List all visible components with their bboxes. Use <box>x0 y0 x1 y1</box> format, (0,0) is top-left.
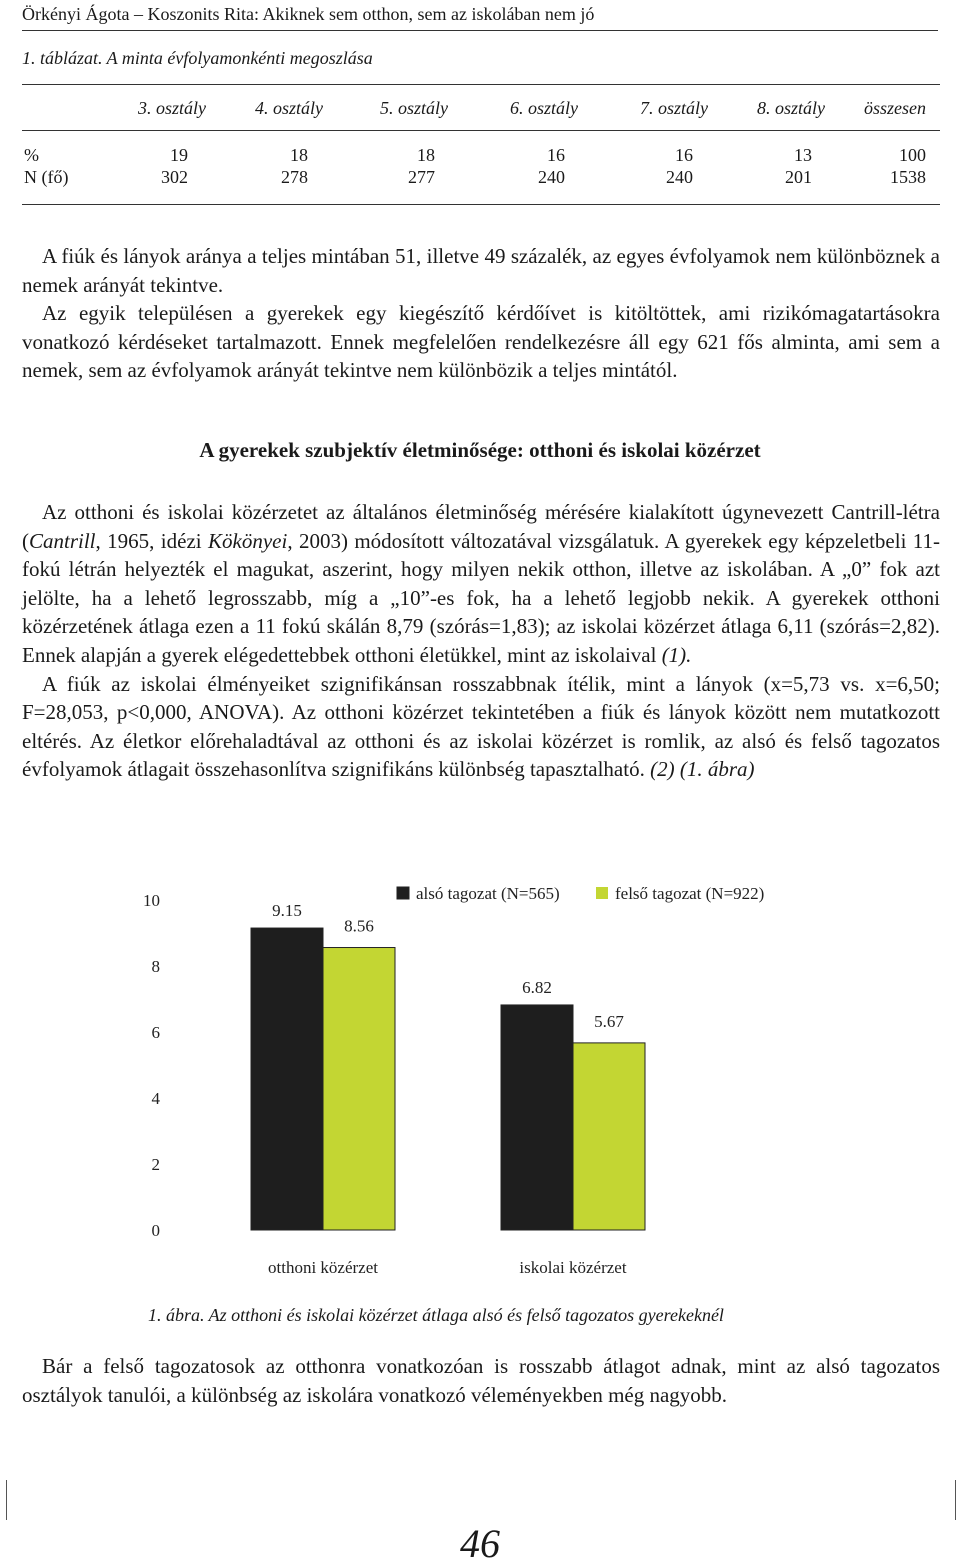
page-number: 46 <box>460 1521 500 1566</box>
data-label: 9.15 <box>272 901 302 921</box>
bar <box>323 948 395 1230</box>
table-header-cell: 8. osztály <box>757 98 826 118</box>
paragraph: Bár a felső tagozatosok az otthonra vonatkozóan is rosszabb átlagot adnak, mint az alsó tagozatos osztályok tanulói, a különbség az iskolára vonatkozó véleményekben még nagyobb. <box>22 1354 940 1407</box>
table-cell: 240 <box>666 167 693 187</box>
bar <box>501 1005 573 1230</box>
figure-caption: 1. ábra. Az otthoni és iskolai közérzet átlaga alsó és felső tagozatos gyerekeknél <box>148 1305 724 1325</box>
table-header-cell: 5. osztály <box>380 98 449 118</box>
table-cell: 13 <box>794 145 812 165</box>
bar-chart <box>0 875 960 1295</box>
y-tick-label: 10 <box>143 891 160 910</box>
citation-author: Cantrill <box>29 528 96 553</box>
text-run: Az otthoni és iskolai közérzetet az általános életminőség mérésére kialakított úgynevezett Cantrill-létra ( <box>22 500 940 553</box>
bar <box>251 928 323 1230</box>
text-run: , 1965, idézi <box>95 528 209 553</box>
y-tick-label: 2 <box>151 1155 160 1174</box>
table-top-rule <box>22 84 940 85</box>
table-header-cell: 7. osztály <box>640 98 709 118</box>
table-cell: 240 <box>538 167 565 187</box>
legend-label: felső tagozat (N=922) <box>615 884 765 903</box>
y-tick-label: 4 <box>151 1089 160 1108</box>
data-label: 6.82 <box>522 977 552 997</box>
paragraph <box>22 498 940 670</box>
table-cell: 19 <box>170 145 188 165</box>
y-tick-label: 6 <box>151 1023 160 1042</box>
table-cell: 201 <box>785 167 812 187</box>
table-cell: 1538 <box>890 167 926 187</box>
table-header-cell: összesen <box>864 98 926 118</box>
table-row-label: N (fő) <box>24 167 69 187</box>
table-header-cell: 4. osztály <box>255 98 324 118</box>
table-cell: 18 <box>417 145 435 165</box>
margin-line <box>6 1480 7 1520</box>
legend-label: alsó tagozat (N=565) <box>416 884 560 903</box>
table-cell: 100 <box>899 145 926 165</box>
table-cell: 277 <box>408 167 435 187</box>
bar <box>573 1043 645 1230</box>
table-header-cell: 3. osztály <box>138 98 207 118</box>
y-tick-label: 0 <box>151 1221 160 1240</box>
running-head: Örkényi Ágota – Koszonits Rita: Akiknek sem otthon, sem az iskolában nem jó <box>22 4 595 24</box>
table-cell: 16 <box>675 145 693 165</box>
paragraph <box>22 670 940 784</box>
intro-text <box>22 242 940 385</box>
data-label: 5.67 <box>594 1011 624 1031</box>
closing-text <box>22 1352 940 1409</box>
table-header-cell: 6. osztály <box>510 98 579 118</box>
citation-author: Kökönyei <box>208 528 288 553</box>
table-reference: (1). <box>661 642 692 667</box>
margin-line <box>955 1480 956 1520</box>
table-bottom-rule <box>22 204 940 205</box>
table-cell: 302 <box>161 167 188 187</box>
paragraph: A fiúk és lányok aránya a teljes mintában 51, illetve 49 százalék, az egyes évfolyamok nem különböznek a nemek arányát tekintve. <box>22 244 940 297</box>
data-label: 8.56 <box>344 916 374 936</box>
text-run: , 2003) módosított változatával vizsgálatuk. A gyerekek egy képzeletbeli 11-fokú létrán helyezték el magukat, aszerint, hogy milyen nekik otthon, illetve az iskolában. A „0” fok azt jelölte, ha a lehető legrosszabb, míg a „10”-es fok, ha a lehető legjobb nekik. A gyerekek otthoni közérzetének átlaga ezen a 11 fokú skálán 8,79 (szórás=1,83); az iskolai közérzet átlaga 6,11 (szórás=2,82). Ennek alapján a gyerek elégedettebbek otthoni életükkel, mint az iskolaival <box>22 528 941 667</box>
section-heading: A gyerekek szubjektív életminősége: otthoni és iskolai közérzet <box>199 438 761 462</box>
running-head-rule <box>22 30 938 31</box>
table-cell: 278 <box>281 167 308 187</box>
table-cell: 16 <box>547 145 565 165</box>
table-caption: 1. táblázat. A minta évfolyamonkénti megoszlása <box>22 48 373 68</box>
x-tick-label: otthoni közérzet <box>268 1258 378 1277</box>
table-row-label: % <box>24 145 39 165</box>
table-cell: 18 <box>290 145 308 165</box>
legend-swatch <box>397 887 409 899</box>
figure-reference: (2) (1. ábra) <box>650 757 755 782</box>
section-text <box>22 498 940 784</box>
legend-swatch <box>596 887 608 899</box>
text-run: A fiúk az iskolai élményeiket szignifikánsan rosszabbnak ítélik, mint a lányok (x=5,73 vs. x=6,50; F=28,053, p<0,000, ANOVA). Az otthoni közérzet tekintetében a fiúk és lányok között nem mutatkozott eltérés. Az életkor előrehaladtával az otthoni és az iskolai közérzet is romlik, az alsó és felső tagozatos évfolyamok átlagait összehasonlítva szignifikáns különbség tapasztalható. <box>22 671 940 782</box>
table-header-rule <box>22 130 940 131</box>
x-tick-label: iskolai közérzet <box>519 1258 627 1277</box>
y-tick-label: 8 <box>151 957 160 976</box>
paragraph: Az egyik településen a gyerekek egy kiegészítő kérdőívet is kitöltöttek, ami rizikómagatartásokra vonatkozó kérdéseket tartalmazott. Ennek megfelelően rendelkezésre áll egy 621 fős alminta, ami sem a nemek, sem az évfolyamok arányát tekintve nem különbözik a teljes mintától. <box>22 301 940 383</box>
